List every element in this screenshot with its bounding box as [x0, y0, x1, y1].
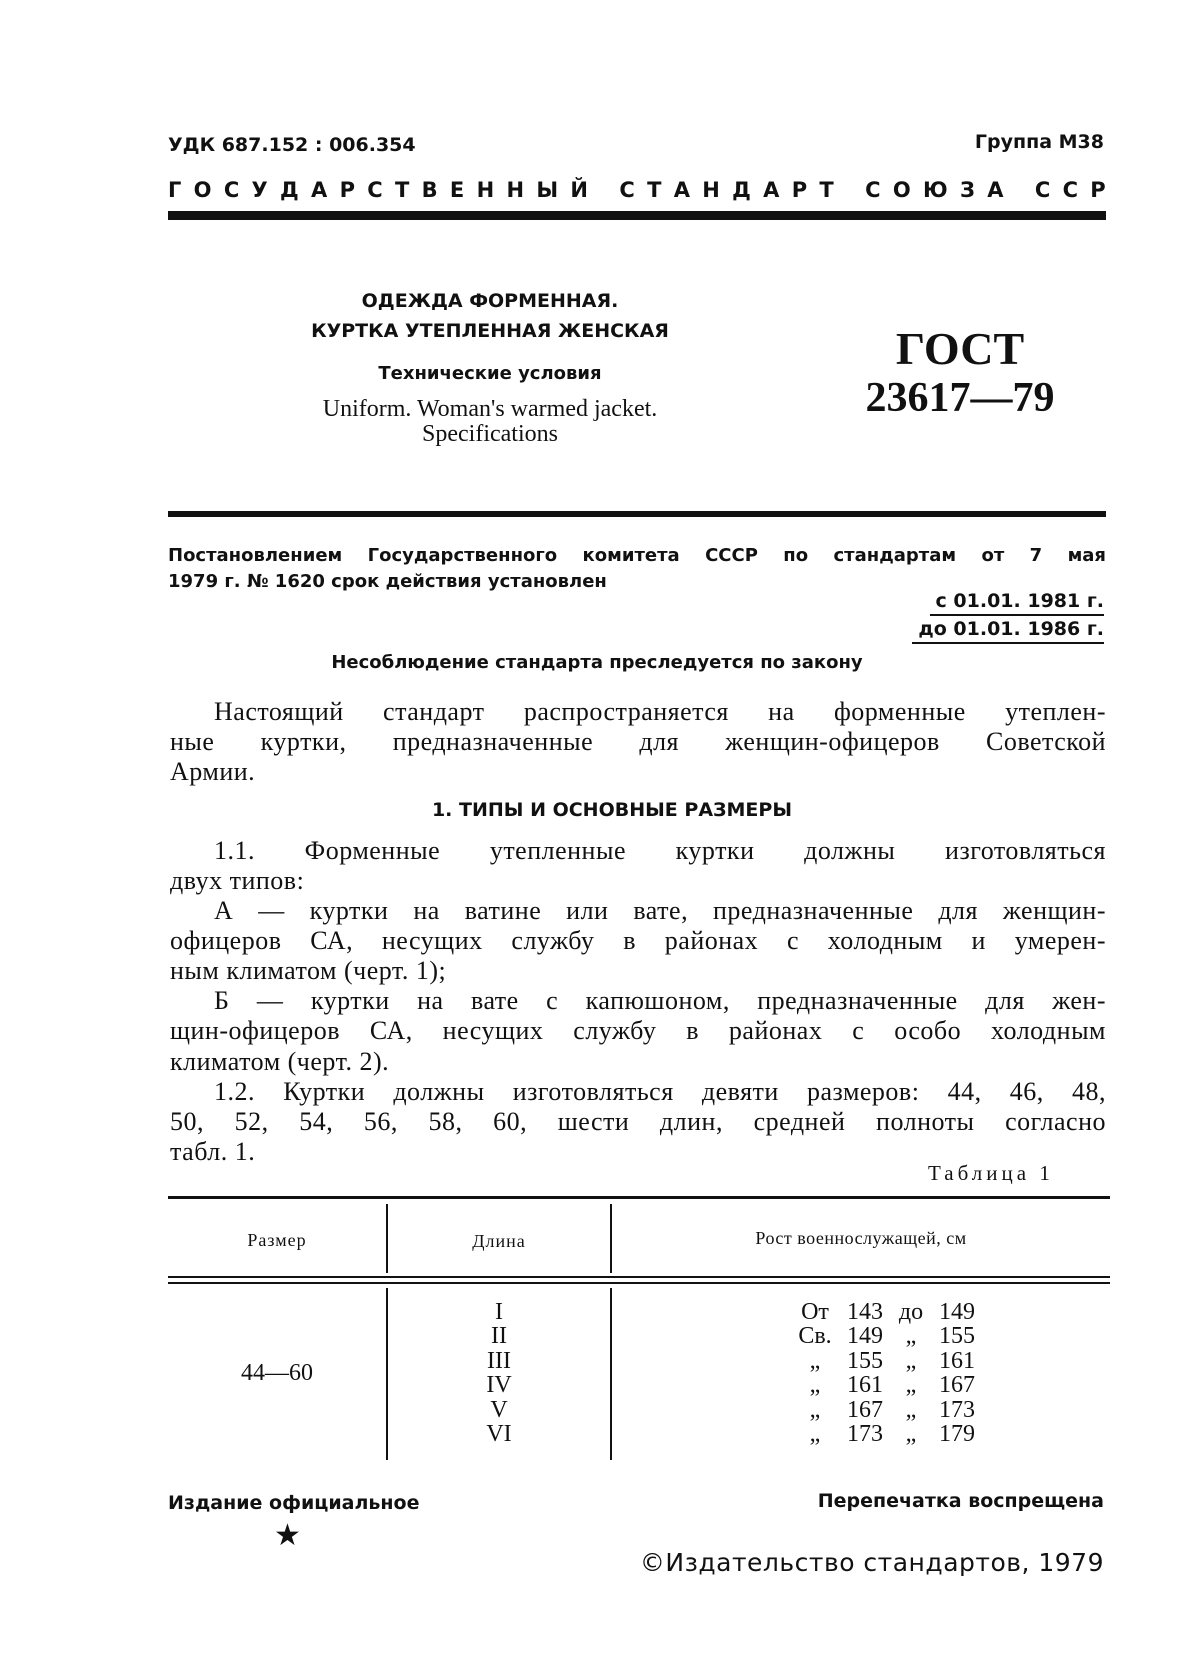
height-sep: „: [905, 1323, 917, 1350]
udk-code: УДК 687.152 : 006.354: [168, 134, 416, 156]
star-icon: ★: [274, 1518, 301, 1553]
height-prefix: От: [801, 1299, 829, 1325]
gost-number: 23617—79: [865, 375, 1055, 421]
banner-word-4: ССР: [1034, 178, 1118, 202]
height-row: [790, 1422, 982, 1446]
section-1-heading: 1. ТИПЫ И ОСНОВНЫЕ РАЗМЕРЫ: [431, 799, 793, 821]
table-lengths: [388, 1300, 610, 1446]
official-edition: Издание официальное: [168, 1492, 420, 1514]
length-6: VI: [486, 1421, 512, 1448]
title-english-2: Specifications: [422, 421, 558, 447]
table-size-value: 44—60: [241, 1360, 313, 1386]
height-row: [790, 1349, 982, 1373]
height-to: 155: [939, 1323, 975, 1350]
header-thick-rule: [168, 211, 1106, 220]
height-sep: „: [905, 1421, 917, 1448]
length-1: I: [495, 1299, 503, 1325]
title-bottom-rule: [168, 511, 1106, 517]
typeB-line-3: климатом (черт. 2).: [170, 1047, 390, 1076]
table-header-rule-1: [168, 1276, 1110, 1278]
banner-word-2: СТАНДАРТ: [619, 178, 847, 202]
length-3: III: [487, 1347, 511, 1374]
typeA-line-1: А — куртки на ватине или вате, предназначенные для женщин-: [214, 896, 1106, 925]
p11-line-2: двух типов:: [170, 866, 305, 895]
title-line-2: КУРТКА УТЕПЛЕННАЯ ЖЕНСКАЯ: [311, 320, 669, 342]
height-to: 173: [939, 1396, 975, 1423]
typeB-line-1: Б — куртки на вате с капюшоном, предназначенные для жен-: [214, 986, 1106, 1015]
table-top-rule: [168, 1196, 1110, 1199]
height-from: 143: [847, 1299, 883, 1325]
height-to: 167: [939, 1372, 975, 1399]
gost-label: ГОСТ: [895, 323, 1025, 374]
table-heights: [790, 1300, 982, 1446]
typeA-line-3: ным климатом (черт. 1);: [170, 956, 447, 985]
height-prefix: „: [809, 1347, 821, 1374]
table-caption: Таблица 1: [928, 1161, 1054, 1185]
typeB-line-2: щин-офицеров СА, несущих службу в районах с особо холодным: [170, 1016, 1106, 1045]
table-vline-2-body: [610, 1288, 612, 1460]
table-header-length: Длина: [472, 1231, 526, 1251]
height-prefix: „: [809, 1396, 821, 1423]
decree-line-1: Постановлением Государственного комитета СССР по стандартам от 7 мая: [168, 545, 1106, 566]
height-row: [790, 1324, 982, 1348]
height-sep: „: [905, 1396, 917, 1423]
length-5: V: [490, 1396, 508, 1423]
height-from: 173: [847, 1421, 883, 1448]
table-header-height: Рост военнослужащей, см: [755, 1228, 967, 1248]
height-sep: „: [905, 1372, 917, 1399]
intro-line-1: Настоящий стандарт распространяется на форменные утеплен-: [214, 697, 1106, 726]
table-header-rule-2: [168, 1282, 1110, 1284]
length-2: II: [491, 1323, 507, 1350]
height-row: [790, 1300, 982, 1324]
copyright: ©Издательство стандартов, 1979: [639, 1548, 1104, 1577]
table-header-size: Размер: [247, 1230, 307, 1250]
height-from: 161: [847, 1372, 883, 1399]
height-from: 149: [847, 1323, 883, 1350]
banner-word-3: СОЮЗА: [865, 178, 1016, 202]
reprint-forbidden: Перепечатка воспрещена: [817, 1490, 1104, 1512]
height-from: 167: [847, 1396, 883, 1423]
title-subtitle: Технические условия: [378, 363, 602, 384]
typeA-line-2: офицеров СА, несущих службу в районах с холодным и умерен-: [170, 926, 1106, 955]
p12-line-3: табл. 1.: [170, 1137, 256, 1166]
height-prefix: „: [809, 1372, 821, 1399]
title-english-1: Uniform. Woman's warmed jacket.: [322, 396, 658, 422]
height-from: 155: [847, 1347, 883, 1374]
intro-line-2: ные куртки, предназначенные для женщин-офицеров Советской: [170, 727, 1106, 756]
group-code: Группа М38: [974, 131, 1104, 153]
height-sep: „: [905, 1347, 917, 1374]
intro-line-3: Армии.: [170, 757, 256, 786]
legal-warning: Несоблюдение стандарта преследуется по закону: [331, 652, 863, 673]
banner-word-1: ГОСУДАРСТВЕННЫЙ: [168, 178, 601, 202]
length-4: IV: [486, 1372, 512, 1399]
p11-line-1: 1.1. Форменные утепленные куртки должны изготовляться: [214, 836, 1106, 865]
validity-to: до 01.01. 1986 г.: [912, 618, 1104, 644]
height-prefix: Св.: [798, 1323, 832, 1350]
height-to: 179: [939, 1421, 975, 1448]
height-prefix: „: [809, 1421, 821, 1448]
title-line-1: ОДЕЖДА ФОРМЕННАЯ.: [361, 290, 619, 312]
height-to: 149: [939, 1299, 975, 1325]
height-row: [790, 1373, 982, 1397]
height-sep: до: [898, 1299, 924, 1325]
decree-line-2: 1979 г. № 1620 срок действия установлен: [168, 571, 607, 592]
validity-from: с 01.01. 1981 г.: [930, 590, 1104, 616]
height-to: 161: [939, 1347, 975, 1374]
p12-line-2: 50, 52, 54, 56, 58, 60, шести длин, средней полноты согласно: [170, 1107, 1106, 1136]
state-standard-banner: [168, 178, 1118, 204]
height-row: [790, 1398, 982, 1422]
p12-line-1: 1.2. Куртки должны изготовляться девяти размеров: 44, 46, 48,: [214, 1077, 1106, 1106]
